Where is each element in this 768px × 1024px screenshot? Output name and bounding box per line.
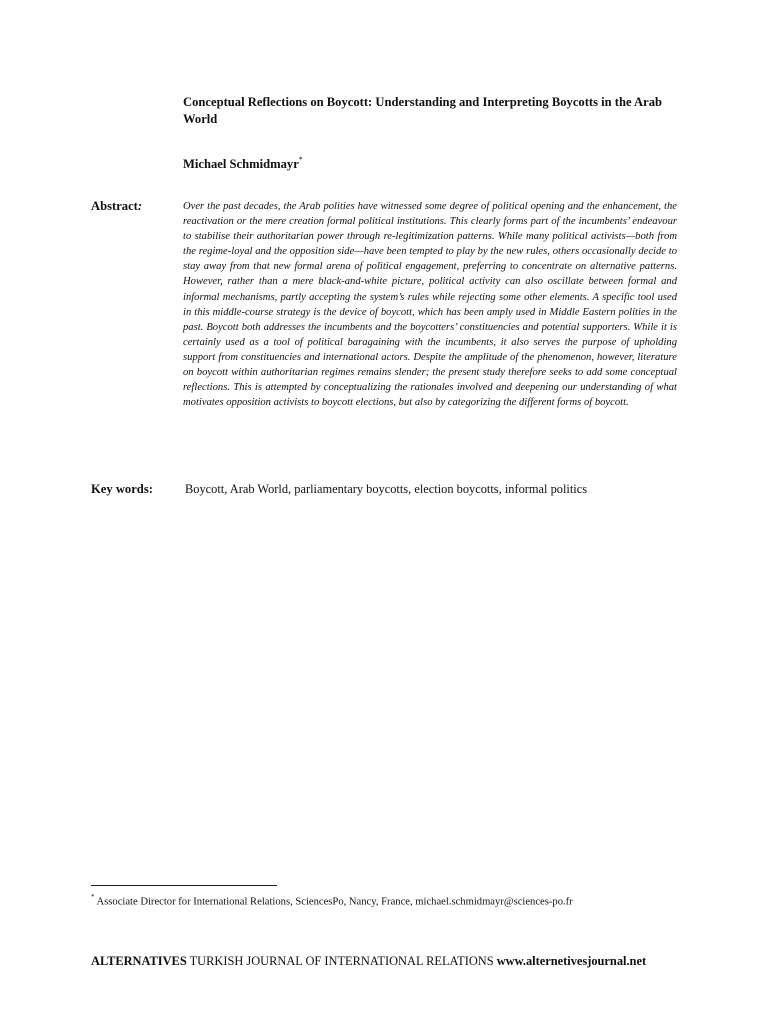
journal-name-bold: ALTERNATIVES: [91, 954, 187, 968]
keywords-text: Boycott, Arab World, parliamentary boycotts, election boycotts, informal politics: [185, 482, 588, 496]
footnote-text: Associate Director for International Relations, SciencesPo, Nancy, France, michael.schmidmayr@sciences-po.fr: [96, 896, 573, 908]
keywords-label: Key words:: [91, 482, 153, 496]
journal-name-rest: TURKISH JOURNAL OF INTERNATIONAL RELATIONS: [186, 954, 497, 968]
footnote-divider: [91, 885, 277, 886]
abstract-text: Over the past decades, the Arab polities have witnessed some degree of political opening and the enhancement, the reactivation or the mere creation formal political institutions. This clearly forms part of the incumbents’ endeavour to stabilise their authoritarian power through re-legitimization patterns. While many political activists—both from the regime-loyal and the opposition side—have been tempted to play by the new rules, others occasionally decide to stay away from that new formal arena of political engagement, preferring to concentrate on alternative patterns. However, rather than a mere black-and-white picture, political activity can also oscillate between formal and informal mechanisms, partly accepting the system’s rules while rejecting some other elements. A specific tool used in this middle-course strategy is the device of boycott, which has been amply used in Middle Eastern polities in the past. Boycott both addresses the incumbents and the boycotters’ constituencies and potential supporters. While it is certainly used as a tool of political baragaining with the incumbents, it also serves the purpose of upholding support from constituencies and international actors. Despite the amplitude of the phenomenon, however, literature on boycott within authoritarian regimes remains slender; the present study therefore seeks to add some conceptual reflections. This is attempted by conceptualizing the rationales involved and deepening our understanding of what motivates opposition activists to boycott elections, but also by categorizing the different forms of boycott.: [183, 201, 677, 409]
author-name: [183, 152, 303, 173]
footnote-marker: *: [91, 893, 95, 901]
author-footnote-marker: *: [298, 155, 303, 164]
author-name-text: Michael Schmidmayr: [183, 157, 299, 172]
abstract-label-colon: :: [137, 199, 143, 213]
abstract-label-text: Abstract: [91, 199, 138, 213]
journal-footer: [91, 953, 731, 970]
journal-url: www.alternetivesjournal.net: [496, 954, 647, 968]
abstract-label: [91, 198, 142, 215]
footnote: [91, 891, 661, 910]
paper-title: Conceptual Reflections on Boycott: Understanding and Interpreting Boycotts in the Arab World: [183, 95, 663, 126]
